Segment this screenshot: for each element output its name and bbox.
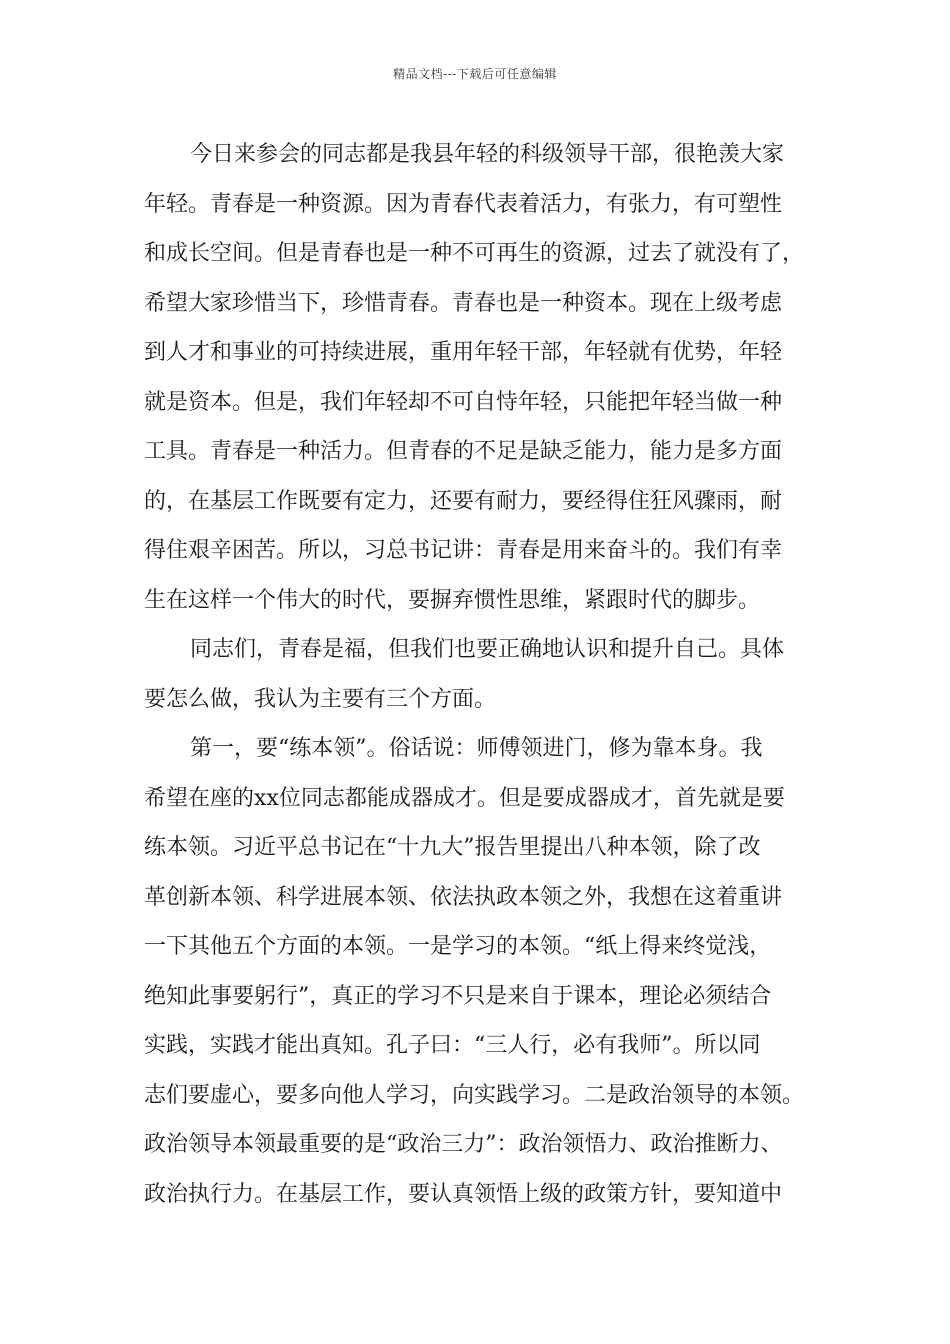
page-header: 精品文档---下载后可任意编辑 bbox=[393, 67, 557, 81]
document-body bbox=[144, 130, 824, 1219]
text-line: 年轻。青春是一种资源。因为青春代表着活力，有张力，有可塑性 bbox=[144, 191, 783, 217]
text-line: 希望大家珍惜当下，珍惜青春。青春也是一种资本。现在上级考虑 bbox=[144, 290, 783, 316]
text-line: 政治领导本领最重要的是“政治三力”：政治领悟力、政治推断力、 bbox=[144, 1132, 783, 1157]
paragraph-3 bbox=[144, 724, 824, 1219]
text-line: 就是资本。但是，我们年轻却不可自恃年轻，只能把年轻当做一种 bbox=[144, 389, 783, 415]
text-line: 和成长空间。但是青春也是一种不可再生的资源，过去了就没有了， bbox=[144, 241, 805, 266]
text-line: 希望在座的xx位同志都能成器成才。但是要成器成才，首先就是要 bbox=[144, 785, 785, 811]
text-line: 得住艰辛困苦。所以，习总书记讲：青春是用来奋斗的。我们有幸 bbox=[144, 538, 783, 563]
text-line: 今日来参会的同志都是我县年轻的科级领导干部，很艳羡大家 bbox=[190, 142, 785, 167]
text-line: 工具。青春是一种活力。但青春的不足是缺乏能力，能力是多方面 bbox=[144, 439, 783, 464]
text-line: 一下其他五个方面的本领。一是学习的本领。“纸上得来终觉浅， bbox=[144, 934, 772, 959]
paragraph-2 bbox=[144, 625, 824, 724]
text-line: 同志们，青春是福，但我们也要正确地认识和提升自己。具体 bbox=[190, 637, 785, 662]
text-line: 生在这样一个伟大的时代，要摒弃惯性思维，紧跟时代的脚步。 bbox=[144, 587, 761, 613]
text-line: 绝知此事要躬行”，真正的学习不只是来自于课本，理论必须结合 bbox=[144, 983, 772, 1009]
text-line: 到人才和事业的可持续进展，重用年轻干部，年轻就有优势，年轻 bbox=[144, 340, 783, 365]
text-line: 的，在基层工作既要有定力，还要有耐力，要经得住狂风骤雨，耐 bbox=[144, 488, 783, 514]
text-line: 革创新本领、科学进展本领、依法执政本领之外，我想在这着重讲 bbox=[144, 884, 783, 910]
paragraph-1 bbox=[144, 130, 824, 625]
text-line: 练本领。习近平总书记在“十九大”报告里提出八种本领，除了改 bbox=[144, 835, 761, 860]
text-line: 志们要虚心，要多向他人学习，向实践学习。二是政治领导的本领。 bbox=[144, 1082, 805, 1108]
text-line: 第一，要“练本领”。俗话说：师傅领进门，修为靠本身。我 bbox=[190, 736, 763, 761]
text-line: 实践，实践才能出真知。孔子曰：“三人行，必有我师”。所以同 bbox=[144, 1033, 761, 1058]
text-line: 要怎么做，我认为主要有三个方面。 bbox=[144, 686, 497, 712]
text-line: 政治执行力。在基层工作，要认真领悟上级的政策方针，要知道中 bbox=[144, 1181, 783, 1207]
